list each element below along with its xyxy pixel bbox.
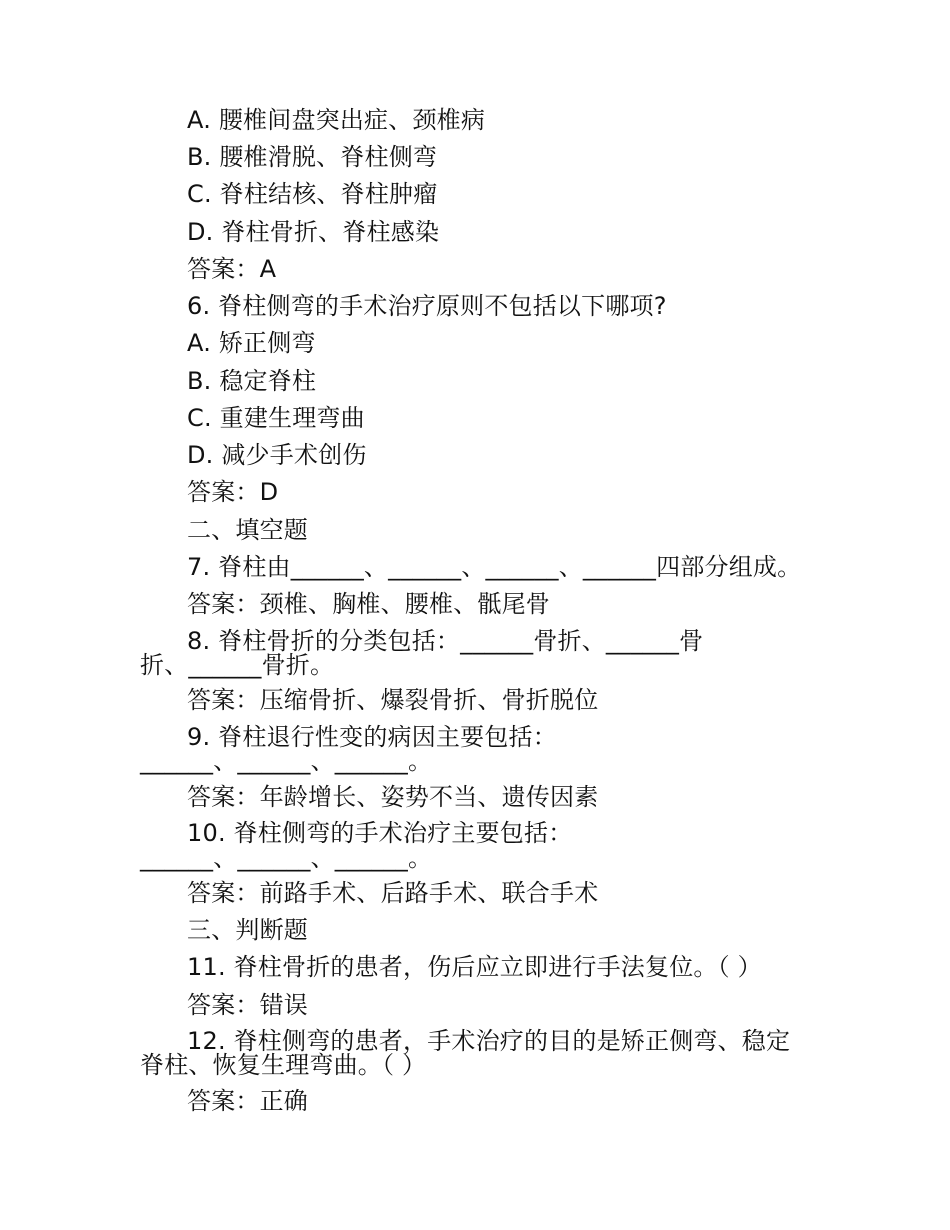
question-6: 6. 脊柱侧弯的手术治疗原则不包括以下哪项? <box>187 292 667 320</box>
question-8-line-2: 折、______骨折。 <box>140 651 335 679</box>
answer-q11: 答案：错误 <box>187 991 308 1019</box>
question-10-line-1: 10. 脊柱侧弯的手术治疗主要包括： <box>187 819 573 847</box>
section-heading-fill-blank: 二、填空题 <box>187 516 308 544</box>
option-d-q6: D. 减少手术创伤 <box>187 441 367 469</box>
option-b-q5: B. 腰椎滑脱、脊柱侧弯 <box>187 143 438 171</box>
question-12-line-1: 12. 脊柱侧弯的患者，手术治疗的目的是矫正侧弯、稳定 <box>187 1027 791 1055</box>
question-11: 11. 脊柱骨折的患者，伤后应立即进行手法复位。（ ） <box>187 953 762 981</box>
answer-q9: 答案：年龄增长、姿势不当、遗传因素 <box>187 783 599 811</box>
question-9-line-1: 9. 脊柱退行性变的病因主要包括： <box>187 723 557 751</box>
answer-q7: 答案：颈椎、胸椎、腰椎、骶尾骨 <box>187 590 550 618</box>
question-9-line-2: ______、______、______。 <box>140 747 433 775</box>
option-a-q5: A. 腰椎间盘突出症、颈椎病 <box>187 106 486 134</box>
option-d-q5: D. 脊柱骨折、脊柱感染 <box>187 218 440 246</box>
option-c-q5: C. 脊柱结核、脊柱肿瘤 <box>187 180 438 208</box>
answer-q12: 答案：正确 <box>187 1087 308 1115</box>
answer-q8: 答案：压缩骨折、爆裂骨折、骨折脱位 <box>187 686 599 714</box>
option-c-q6: C. 重建生理弯曲 <box>187 404 365 432</box>
section-heading-true-false: 三、判断题 <box>187 916 308 944</box>
option-a-q6: A. 矫正侧弯 <box>187 329 316 357</box>
option-b-q6: B. 稳定脊柱 <box>187 367 317 395</box>
answer-q6: 答案：D <box>187 478 279 506</box>
question-8-line-1: 8. 脊柱骨折的分类包括：______骨折、______骨 <box>187 627 704 655</box>
question-10-line-2: ______、______、______。 <box>140 844 433 872</box>
question-7: 7. 脊柱由______、______、______、______四部分组成。 <box>187 553 802 581</box>
answer-q5: 答案：A <box>187 255 277 283</box>
question-12-line-2: 脊柱、恢复生理弯曲。（ ） <box>140 1051 427 1079</box>
answer-q10: 答案：前路手术、后路手术、联合手术 <box>187 879 599 907</box>
